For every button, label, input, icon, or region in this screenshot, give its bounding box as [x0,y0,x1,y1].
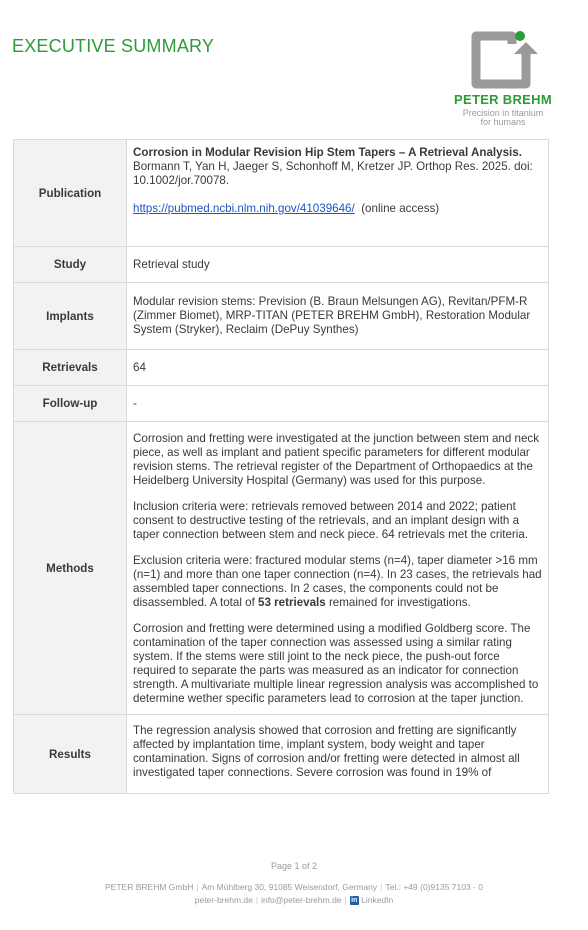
row-label: Methods [14,422,127,715]
footer-email[interactable]: info@peter-brehm.de [261,895,342,905]
row-retrievals [14,350,549,386]
footer-phone: Tel.: +49 (0)9135 7103 - 0 [385,882,483,892]
row-label: Retrievals [14,350,127,386]
logo-brand-name: PETER BREHM [454,92,552,107]
company-logo [448,30,558,130]
methods-text: Exclusion criteria were: fractured modular stems (n=4), taper diameter >16 mm (n=1) and more than one taper connection (n=4). In 23 cases, the retrievals had assembled taper connections. In 2 cases, the components could not be disassembled. A total of [133,554,542,609]
methods-paragraph: Corrosion and fretting were determined using a modified Goldberg score. The contamination of the taper connection was assessed using a similar rating system. If the stems were still joint to the neck piece, the push-out force required to separate the parts was measured as an indicator for connection strength. A multivariate multiple linear regression analysis was accomplished to determine wether specific parameters lead to corrosion at the taper junction. [133,622,539,705]
linkedin-icon[interactable]: in [351,897,358,905]
logo-arrow-icon [468,30,538,90]
implants-value: Modular revision stems: Prevision (B. Braun Melsungen AG), Revitan/PFM-R (Zimmer Biomet), MRP-TITAN (PETER BREHM GmbH), Restoration Modular System (Stryker), Reclaim (DePuy Synthes) [127,283,549,350]
methods-cell [127,422,549,715]
row-methods [14,422,549,715]
methods-paragraph [133,554,542,610]
methods-text: remained for investigations. [325,596,471,609]
row-results [14,715,549,794]
pubmed-link[interactable]: https://pubmed.ncbi.nlm.nih.gov/41039646/ [133,202,355,215]
publication-cell [127,140,549,247]
row-publication [14,140,549,247]
results-value: The regression analysis showed that corrosion and fretting are significantly affected by implantation time, implant system, body weight and taper contamination. Signs of corrosion and/or fretting were detected in almost all investigated taper connections. Severe corrosion was found in 19% of [127,715,549,794]
logo-tagline: Precision in titanium [462,108,544,118]
row-label: Results [14,715,127,794]
followup-value: - [127,386,549,422]
methods-paragraph: Corrosion and fretting were investigated at the junction between stem and neck piece, as well as implant and patient specific parameters for different modular revision stems. The retrieval register of the Department of Orthopaedics at the Heidelberg University Hospital (Germany) was used for this purpose. [133,432,540,487]
logo-tagline-2: for humans [480,117,526,127]
methods-emphasis: 53 retrievals [258,596,326,609]
footer-contact-line: peter-brehm.de | info@peter-brehm.de | in LinkedIn [194,895,394,905]
row-label: Follow-up [14,386,127,422]
footer-linkedin[interactable]: LinkedIn [361,895,394,905]
publication-link-line [133,202,542,216]
study-value: Retrieval study [127,247,549,283]
summary-table [13,139,549,794]
row-label: Implants [14,283,127,350]
row-label: Publication [14,140,127,247]
publication-title: Corrosion in Modular Revision Hip Stem Tapers – A Retrieval Analysis. [133,146,522,159]
publication-citation: Bormann T, Yan H, Jaeger S, Schonhoff M, Kretzer JP. Orthop Res. 2025. doi: 10.1002/jor.70078. [133,160,533,187]
link-note: (online access) [361,202,440,215]
footer-website[interactable]: peter-brehm.de [194,895,253,905]
row-label: Study [14,247,127,283]
row-implants [14,283,549,350]
footer-company: PETER BREHM GmbH [105,882,194,892]
footer-address-line: PETER BREHM GmbH | Am Mühlberg 30, 91085 Weisendorf, Germany | Tel.: +49 (0)9135 7103 - 0 [105,882,483,892]
methods-paragraph: Inclusion criteria were: retrievals removed between 2014 and 2022; patient consent to destructive testing of the retrievals, and an implant design with a taper connection between stem and neck piece. 64 retrievals met the criteria. [133,500,529,541]
row-study [14,247,549,283]
page-title: EXECUTIVE SUMMARY [12,36,215,56]
footer-address: Am Mühlberg 30, 91085 Weisendorf, Germany [201,882,378,892]
page-number: Page 1 of 2 [270,861,318,871]
retrievals-value: 64 [127,350,549,386]
row-followup [14,386,549,422]
